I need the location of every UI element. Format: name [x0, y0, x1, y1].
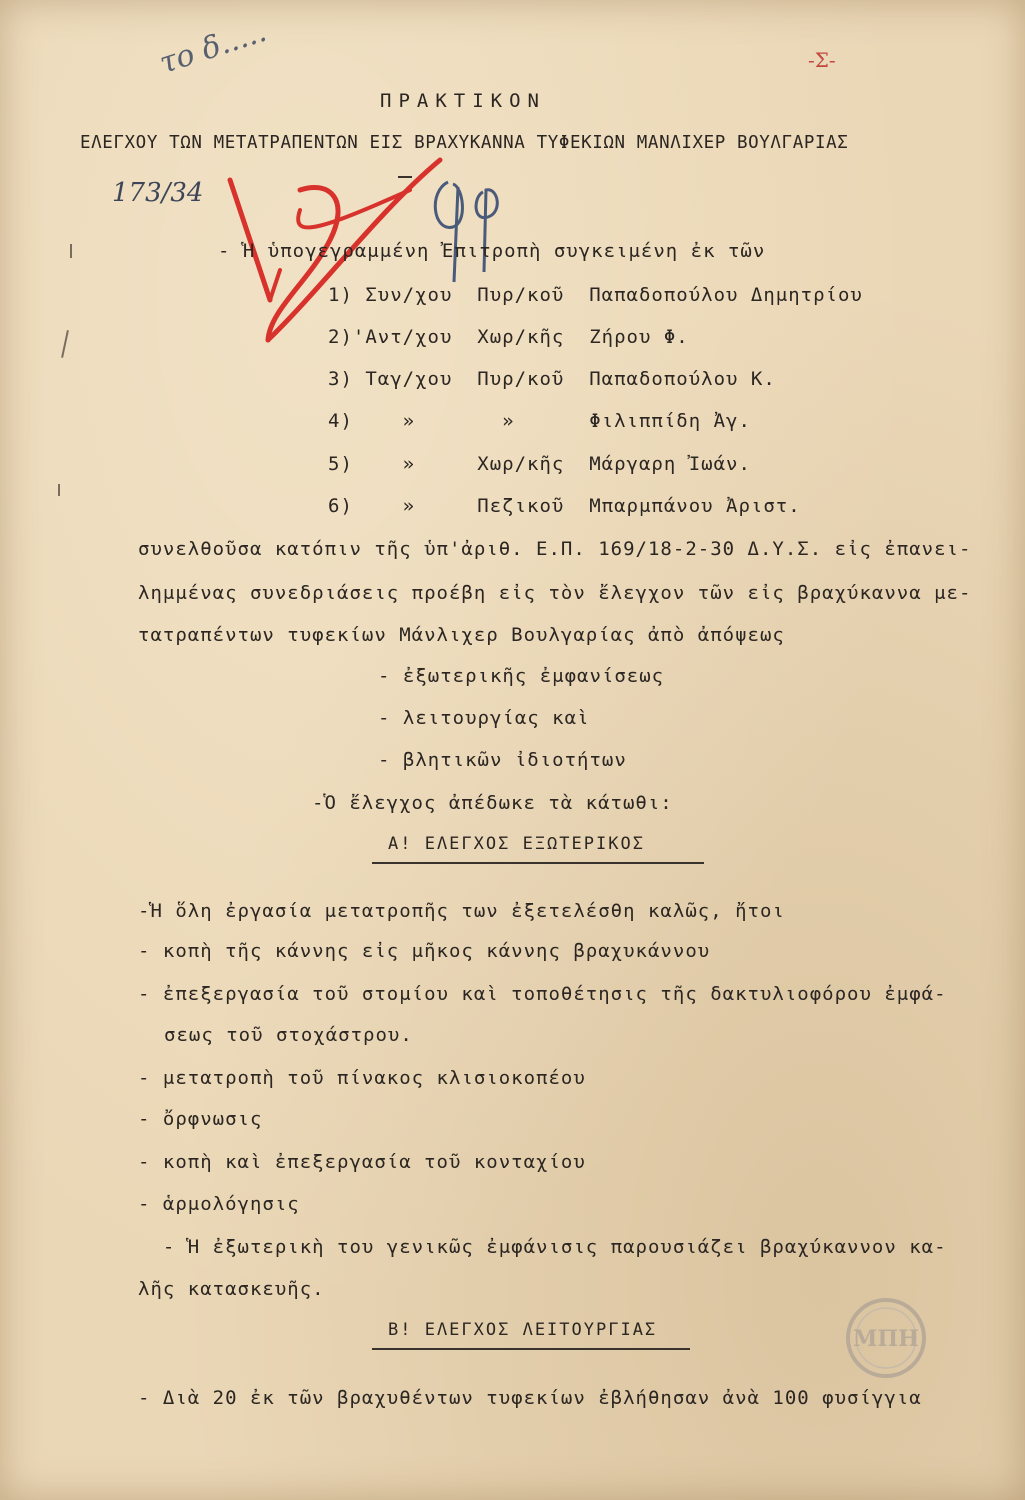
- archive-stamp: [844, 1296, 928, 1380]
- blue-pencil-mark: [418, 172, 518, 292]
- pencil-note: το δ.....: [155, 13, 271, 82]
- section-a-line: - κοπὴ καὶ ἐπεξεργασία τοῦ κονταχίου: [138, 1151, 586, 1173]
- section-a-line: σεως τοῦ στοχάστρου.: [164, 1024, 413, 1046]
- committee-member: 5) » Χωρ/κῆς Μάργαρη Ἰωάν.: [328, 453, 751, 475]
- committee-member: 6) » Πεζικοῦ Μπαρμπάνου Ἀριστ.: [328, 495, 801, 517]
- body-line: λημμένας συνεδριάσεις προέβη εἰς τὸν ἔλεγχον τῶν εἰς βραχύκαννα με-: [138, 582, 972, 604]
- section-a-line: λῆς κατασκευῆς.: [138, 1278, 325, 1300]
- committee-member: 4) » » Φιλιππίδη Ἀγ.: [328, 410, 751, 432]
- aspect-item: - βλητικῶν ἰδιοτήτων: [378, 749, 627, 771]
- document-subtitle: ΕΛΕΓΧΟΥ ΤΩΝ ΜΕΤΑΤΡΑΠΕΝΤΩΝ ΕΙΣ ΒΡΑΧΥΚΑΝΝΑ ΤΥΦΕΚΙΩΝ ΜΑΝΛΙΧΕΡ ΒΟΥΛΓΑΡΙΑΣ: [80, 133, 849, 153]
- result-intro: -Ὁ ἔλεγχος ἀπέδωκε τὰ κάτωθι:: [312, 792, 673, 814]
- committee-member: 3) Ταγ/χου Πυρ/κοῦ Παπαδοπούλου Κ.: [328, 368, 776, 390]
- committee-member: 2)'Αντ/χου Χωρ/κῆς Ζήρου Φ.: [328, 326, 689, 348]
- body-line: τατραπέντων τυφεκίων Μάνλιχερ Βουλγαρίας ἀπὸ ἀπόψεως: [138, 624, 785, 646]
- section-a-line: - ὄρφνωσις: [138, 1108, 263, 1130]
- section-b-heading: Β! ΕΛΕΓΧΟΣ ΛΕΙΤΟΥΡΓΙΑΣ: [388, 1320, 658, 1340]
- aspect-item: - ἐξωτερικῆς ἐμφανίσεως: [378, 665, 665, 687]
- section-a-line: - ἐπεξεργασία τοῦ στομίου καὶ τοποθέτησις τῆς δακτυλιοφόρου ἐμφά-: [138, 983, 947, 1005]
- section-a-underline: [372, 862, 704, 864]
- section-a-line: -Ἡ ὅλη ἐργασία μετατροπῆς των ἐξετελέσθη καλῶς, ἤτοι: [138, 900, 785, 922]
- title-dash: [398, 176, 412, 178]
- stamp-text: ΜΠΗ: [853, 1326, 919, 1352]
- section-a-heading: Α! ΕΛΕΓΧΟΣ ΕΞΩΤΕΡΙΚΟΣ: [388, 834, 645, 854]
- margin-mark: [70, 244, 72, 258]
- body-line: συνελθοῦσα κατόπιν τῆς ὑπ'ἀριθ. Ε.Π. 169/18-2-30 Δ.Υ.Σ. εἰς ἐπανει-: [138, 538, 972, 560]
- section-b-line: - Διὰ 20 ἐκ τῶν βραχυθέντων τυφεκίων ἐβλήθησαν ἀνὰ 100 φυσίγγια: [138, 1387, 922, 1409]
- section-a-line: - κοπὴ τῆς κάννης εἰς μῆκος κάννης βραχυκάννου: [138, 940, 711, 962]
- margin-mark: [61, 330, 69, 358]
- committee-member: 1) Συν/χου Πυρ/κοῦ Παπαδοπούλου Δημητρίου: [328, 284, 863, 306]
- section-a-line: - Ἡ ἐξωτερικὴ του γενικῶς ἐμφάνισις παρουσιάζει βραχύκαννον κα-: [138, 1236, 947, 1258]
- section-b-underline: [372, 1348, 690, 1350]
- committee-intro: - Ἡ ὑπογεγραμμένη Ἐπιτροπὴ συγκειμένη ἐκ τῶν: [218, 240, 766, 262]
- document-title: ΠΡΑΚΤΙΚΟΝ: [380, 90, 546, 112]
- reference-number: 173/34: [112, 178, 204, 208]
- page-marker: -Σ-: [808, 48, 836, 72]
- aspect-item: - λειτουργίας καὶ: [378, 707, 590, 729]
- margin-mark: [58, 484, 60, 496]
- section-a-line: - μετατροπὴ τοῦ πίνακος κλισιοκοπέου: [138, 1067, 586, 1089]
- section-a-line: - ἁρμολόγησις: [138, 1193, 300, 1215]
